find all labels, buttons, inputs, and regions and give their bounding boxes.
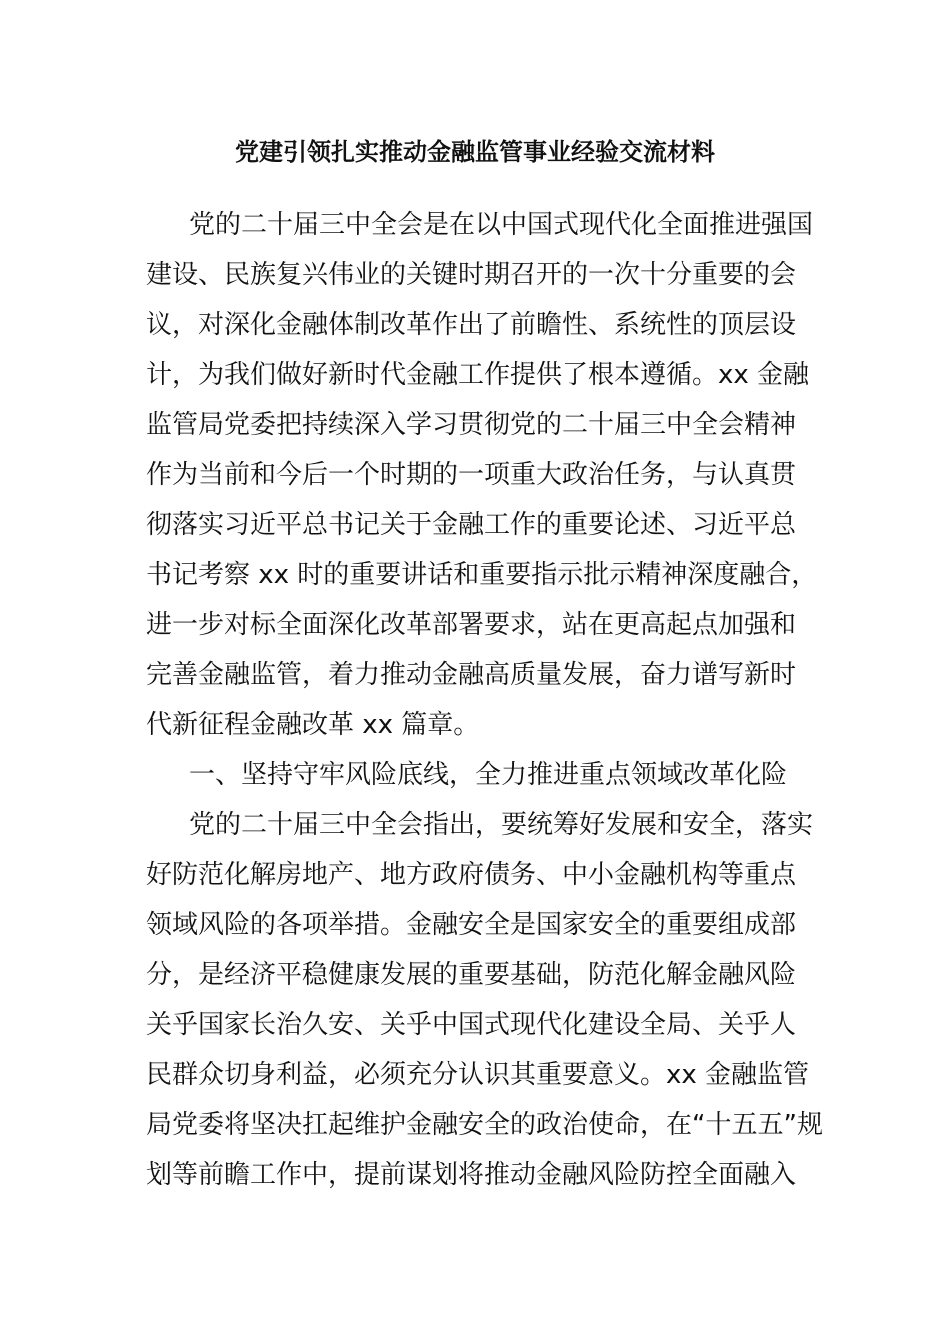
paragraph-line: 完善金融监管，着力推动金融高质量发展，奋力谱写新时: [146, 660, 797, 690]
document-title: 党建引领扎实推动金融监管事业经验交流材料: [235, 138, 715, 166]
paragraph-line: 党的二十届三中全会是在以中国式现代化全面推进强国: [189, 210, 814, 240]
paragraph-line: 关乎国家长治久安、关乎中国式现代化建设全局、关乎人: [146, 1010, 797, 1040]
paragraph-line: 划等前瞻工作中，提前谋划将推动金融风险防控全面融入: [146, 1160, 797, 1190]
paragraph-line: 进一步对标全面深化改革部署要求，站在更高起点加强和: [146, 610, 797, 640]
paragraph-line: 分，是经济平稳健康发展的重要基础，防范化解金融风险: [146, 960, 797, 990]
paragraph-line: 领域风险的各项举措。金融安全是国家安全的重要组成部: [146, 910, 797, 940]
paragraph-line: 作为当前和今后一个时期的一项重大政治任务，与认真贯: [146, 460, 797, 490]
document-body: [146, 200, 823, 1200]
paragraph-line: 计，为我们做好新时代金融工作提供了根本遵循。xx 金融: [146, 360, 810, 390]
paragraph-line: 局党委将坚决扛起维护金融安全的政治使命，在“十五五”规: [146, 1110, 823, 1140]
paragraph-line: 书记考察 xx 时的重要讲话和重要指示批示精神深度融合，: [146, 560, 818, 590]
paragraph-line: 监管局党委把持续深入学习贯彻党的二十届三中全会精神: [146, 410, 797, 440]
paragraph-line: 好防范化解房地产、地方政府债务、中小金融机构等重点: [146, 860, 797, 890]
paragraph-line: 党的二十届三中全会指出，要统筹好发展和安全，落实: [189, 810, 814, 840]
paragraph-line: 民群众切身利益，必须充分认识其重要意义。xx 金融监管: [146, 1060, 810, 1090]
paragraph-line: 建设、民族复兴伟业的关键时期召开的一次十分重要的会: [146, 260, 797, 290]
paragraph-line: 议，对深化金融体制改革作出了前瞻性、系统性的顶层设: [146, 310, 797, 340]
section-heading: 一、坚持守牢风险底线，全力推进重点领域改革化险: [189, 760, 788, 790]
paragraph-line: 代新征程金融改革 xx 篇章。: [146, 710, 480, 740]
paragraph-line: 彻落实习近平总书记关于金融工作的重要论述、习近平总: [146, 510, 797, 540]
